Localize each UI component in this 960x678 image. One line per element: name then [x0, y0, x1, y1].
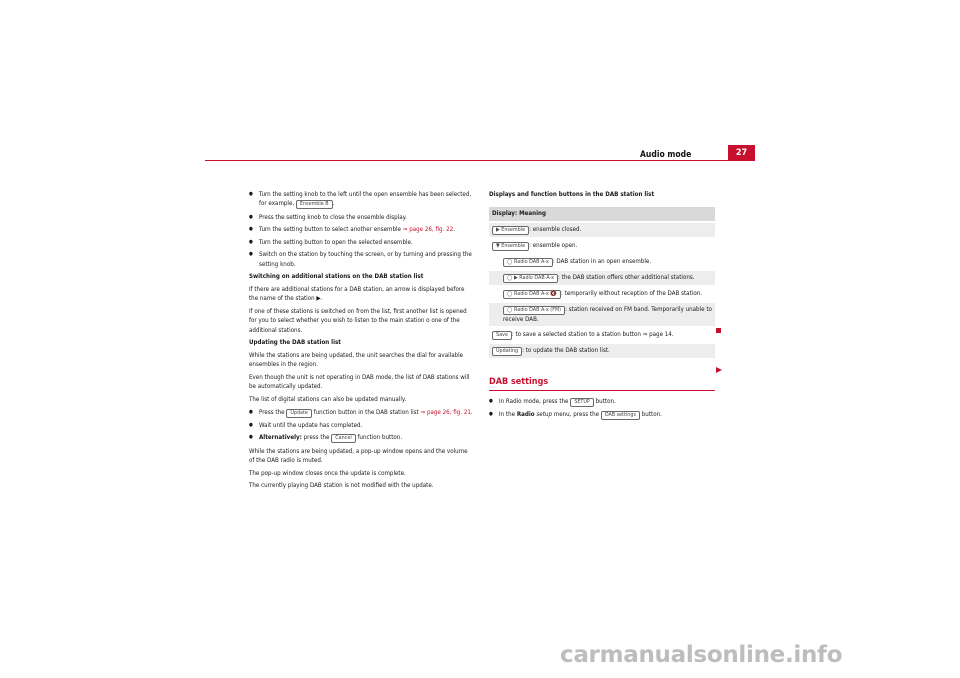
paragraph: The pop-up window closes once the update is complete. [249, 469, 406, 477]
watermark: carmanualsonline.info [560, 642, 843, 668]
table-row: ◯ ▶ Radio DAB A-x : the DAB station offers other additional stations. [489, 271, 715, 285]
left-column [249, 190, 473, 494]
table-row: ▶ Ensemble : ensemble closed. [489, 223, 715, 237]
page-header-title: Audio mode [640, 150, 692, 160]
step-bullet: ● In the Radio setup menu, press the DAB settings button. [489, 410, 715, 420]
step-bullet: ● Turn the setting knob to the left until the open ensemble has been selected, for example, Ensemble B . [249, 190, 473, 209]
page-number: 27 [728, 145, 755, 161]
table-row: Updating : to update the DAB station list. [489, 344, 715, 358]
continue-arrow-icon [716, 367, 722, 373]
subheading-updating: Updating the DAB station list [249, 339, 341, 347]
cancel-button: Cancel [331, 434, 355, 443]
right-column [489, 190, 715, 423]
update-button: Update [286, 409, 312, 418]
table-row: ◯ Radio DAB A-x 🔇 : temporarily without reception of the DAB station. [489, 287, 715, 301]
section-title-dab-settings: DAB settings [489, 378, 715, 390]
paragraph: While the stations are being updated, the unit searches the dial for available ensembles in the region. [249, 351, 464, 369]
paragraph: If one of these stations is switched on from the list, first another list is opened for you to select whether you wish to listen to the main station o one of the additional stations. [249, 307, 467, 334]
step-bullet: ● Turn the setting button to select another ensemble ⇒ page 26, fig. 22. [249, 225, 473, 234]
table-row: Save : to save a selected station to a station button ⇒ page 14. [489, 328, 715, 342]
table-heading: Displays and function buttons in the DAB station list [489, 191, 655, 198]
paragraph: The currently playing DAB station is not modified with the update. [249, 482, 434, 490]
updating-button: Updating [492, 347, 522, 356]
ensemble-open-button: ▼ Ensemble [492, 242, 529, 251]
step-bullet: ● Wait until the update has completed. [249, 421, 473, 430]
step-bullet: ● Switch on the station by touching the screen, or by turning and pressing the setting knob. [249, 250, 473, 269]
ensemble-closed-button: ▶ Ensemble [492, 226, 529, 235]
step-bullet: ● Turn the setting button to open the selected ensemble. [249, 238, 473, 247]
station-button: ◯ Radio DAB A-x [503, 258, 553, 267]
station-no-reception-button: ◯ Radio DAB A-x 🔇 [503, 290, 561, 299]
paragraph: Even though the unit is not operating in DAB mode, the list of DAB stations will be automatically updated. [249, 373, 470, 391]
table-header: Display: Meaning [489, 207, 715, 220]
page-reference-link[interactable]: ⇒ page 26, fig. 22 [402, 226, 454, 234]
paragraph: The list of digital stations can also be updated manually. [249, 395, 407, 403]
setup-button: SETUP [570, 398, 594, 407]
step-bullet: ● Alternatively: press the Cancel function button. [249, 433, 473, 443]
subheading-additional-stations: Switching on additional stations on the DAB station list [249, 273, 424, 281]
table-row: ▼ Ensemble : ensemble open. [489, 239, 715, 253]
section-end-icon [716, 328, 721, 333]
station-fm-button: ◯ Radio DAB A-x (FM) [503, 306, 565, 315]
page-reference-link[interactable]: ⇒ page 26, fig. 21 [420, 408, 471, 416]
header-rule [205, 160, 755, 161]
step-bullet: ● Press the setting knob to close the ensemble display. [249, 213, 473, 222]
paragraph: If there are additional stations for a DAB station, an arrow is displayed before the name of the station ▶. [249, 285, 465, 303]
ensemble-b-button: Ensemble B [296, 200, 333, 209]
table-row: ◯ Radio DAB A-x (FM) : station received on FM band. Temporarily unable to receive DAB. [489, 303, 715, 326]
step-bullet: ● Press the Update function button in the DAB station list ⇒ page 26, fig. 21. [249, 408, 473, 418]
station-additional-button: ◯ ▶ Radio DAB A-x [503, 274, 558, 283]
save-button: Save [492, 331, 512, 340]
table-row: ◯ Radio DAB A-x : DAB station in an open ensemble. [489, 255, 715, 269]
step-bullet: ● In Radio mode, press the SETUP button. [489, 397, 715, 407]
paragraph: While the stations are being updated, a pop-up window opens and the volume of the DAB radio is muted. [249, 447, 468, 464]
dab-settings-button: DAB settings [601, 411, 640, 420]
